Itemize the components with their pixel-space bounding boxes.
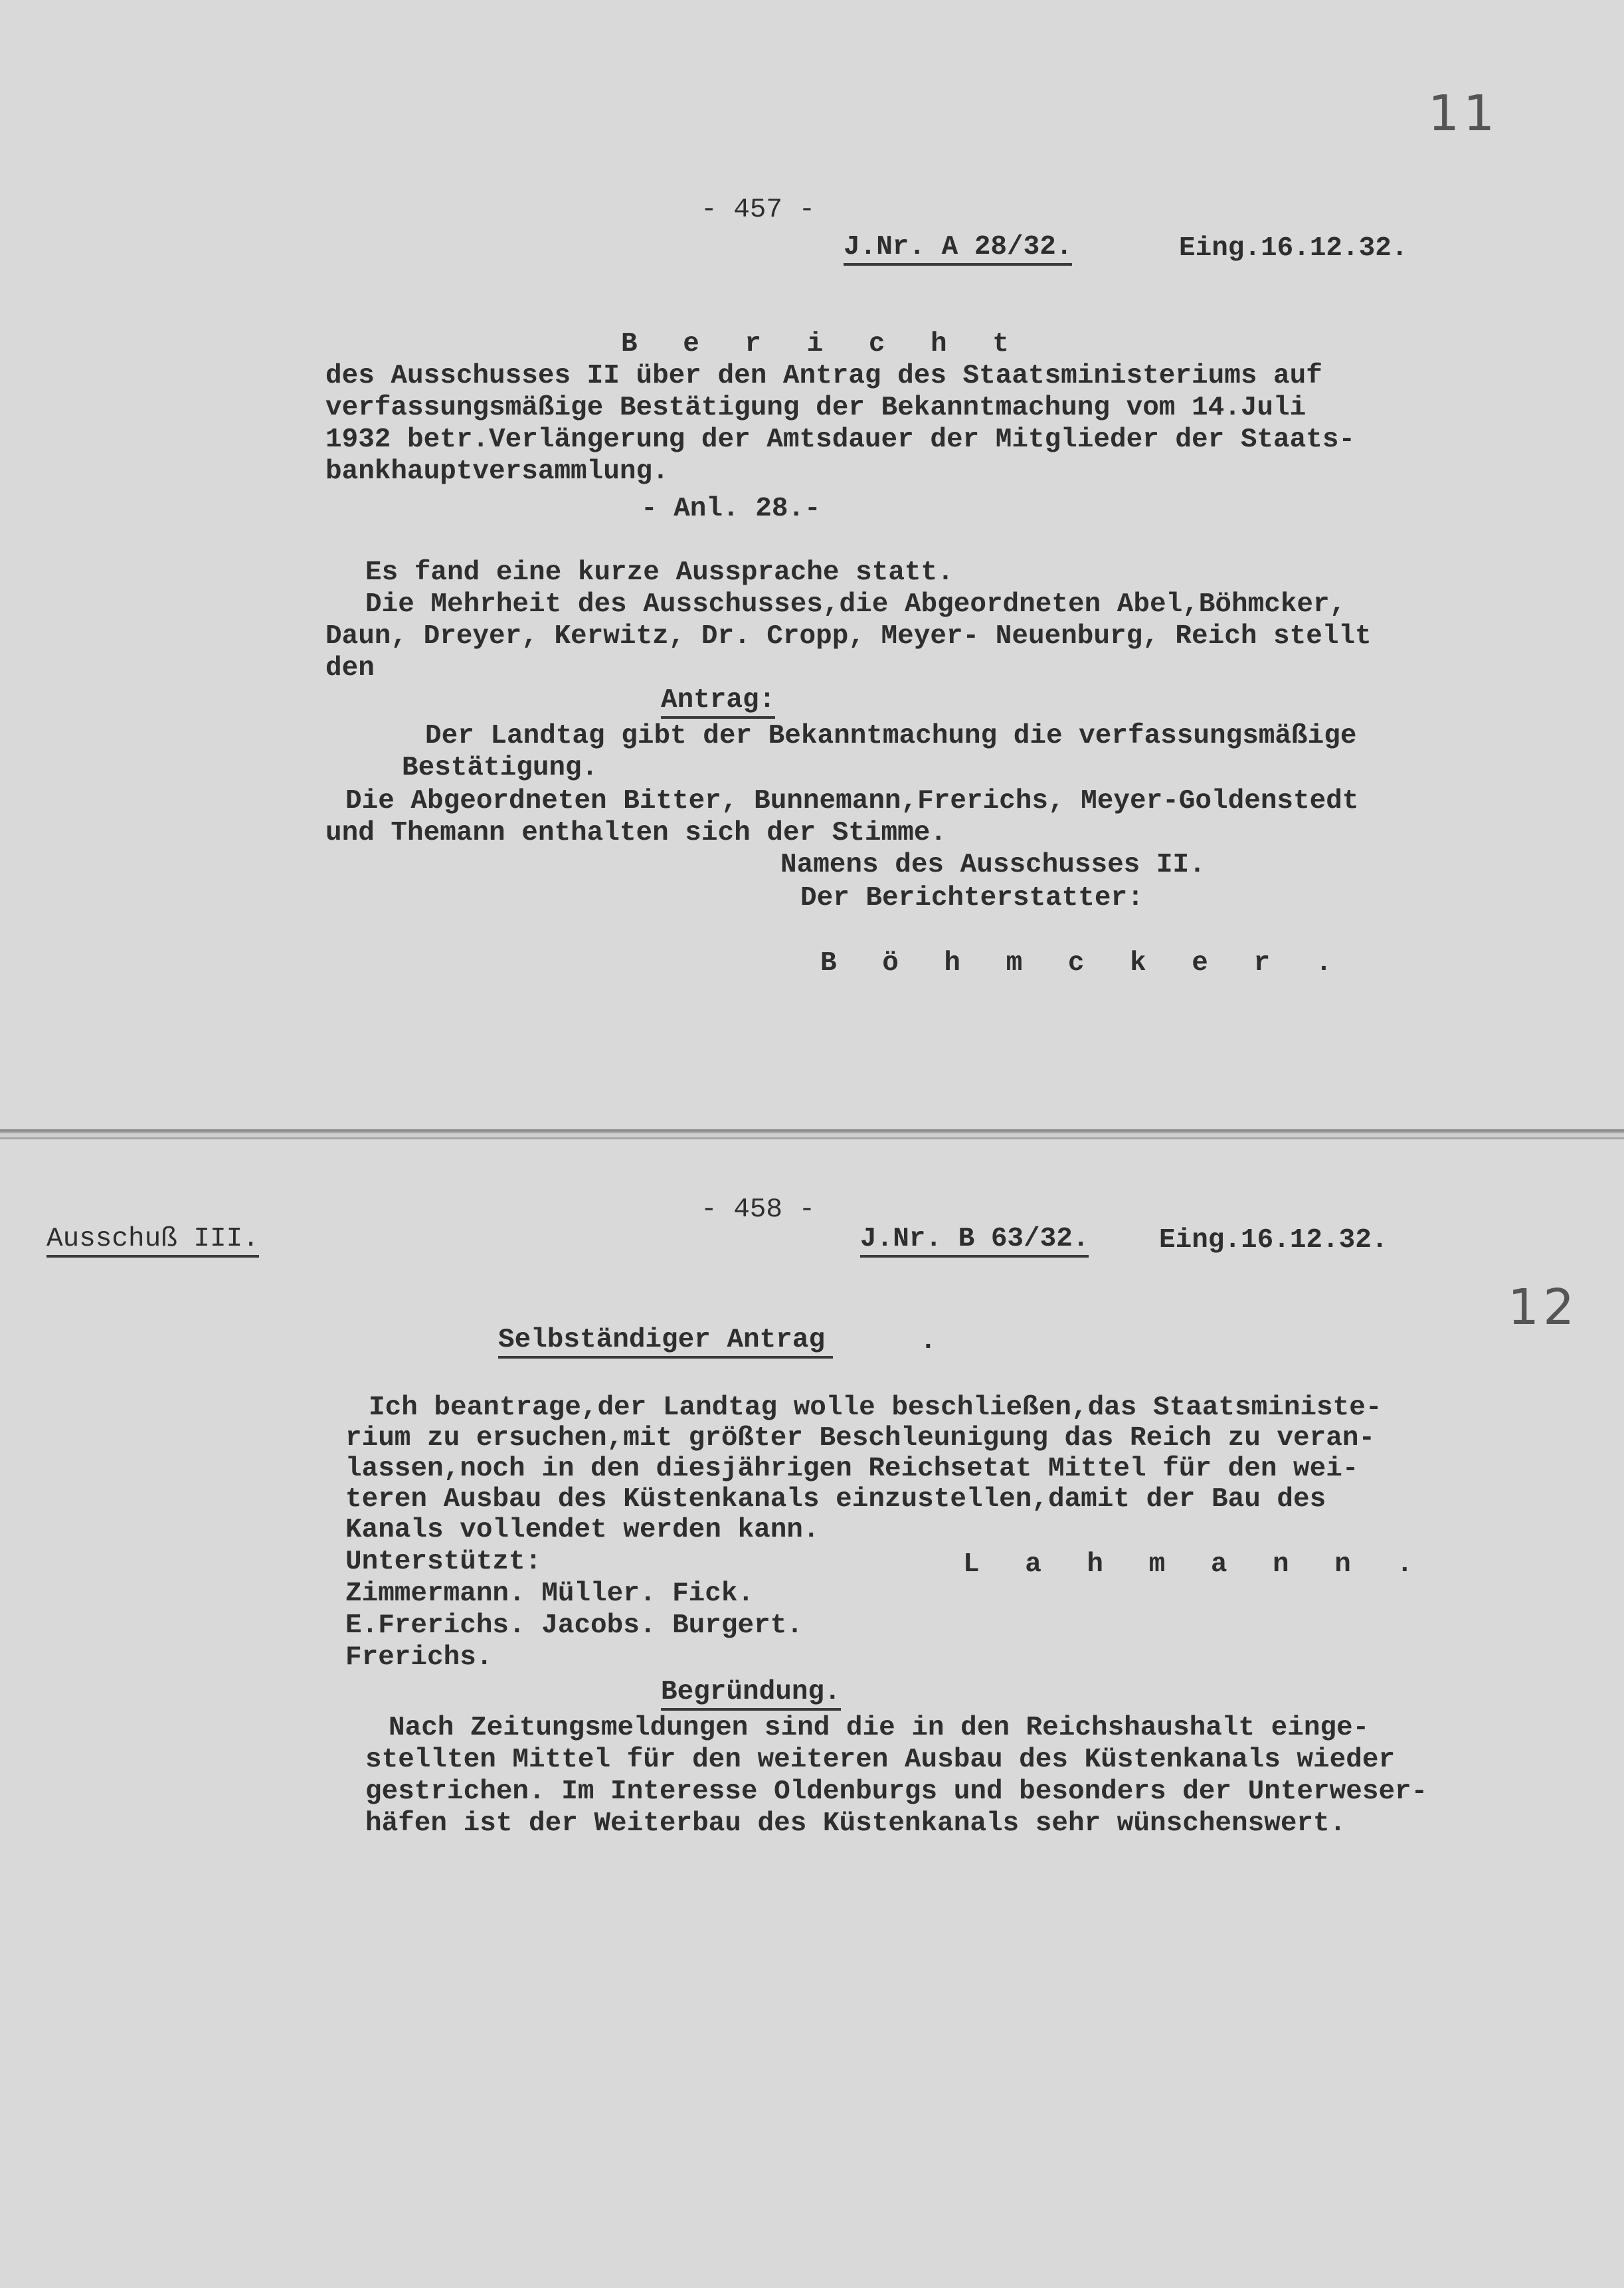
page-number: - 458 - [701,1194,816,1225]
sheet-edge [0,1129,1624,1133]
motion-heading: Antrag: [661,686,775,719]
body-line: rium zu ersuchen,mit größter Beschleunigung das Reich zu veran- [345,1423,1376,1454]
report-title: B e r i c h t [621,329,1024,359]
received-date: Eing.16.12.32. [1159,1225,1388,1256]
reasoning-line: häfen ist der Weiterbau des Küstenkanals sehr wünschenswert. [365,1808,1346,1839]
attachment-reference: - Anl. 28.- [641,494,821,524]
body-line: Es fand eine kurze Aussprache statt. [365,557,954,588]
applicant-name: L a h m a n n . [963,1549,1428,1580]
motion-title: Selbständiger Antrag [498,1325,833,1359]
document-page-457 [0,0,1624,1132]
body-line: teren Ausbau des Küstenkanals einzustellen,damit der Bau des [345,1484,1326,1515]
subject-line: 1932 betr.Verlängerung der Amtsdauer der Mitglieder der Staats- [325,425,1356,455]
reasoning-line: Nach Zeitungsmeldungen sind die in den Reichshaushalt einge- [389,1713,1370,1743]
reasoning-heading: Begründung. [661,1677,841,1711]
subject-line: verfassungsmäßige Bestätigung der Bekanntmachung vom 14.Juli [325,393,1307,423]
motion-line: Der Landtag gibt der Bekanntmachung die verfassungsmäßige [425,721,1357,751]
rapporteur-name: B ö h m c k e r . [820,948,1347,979]
supporter-line: Frerichs. [345,1642,493,1673]
motion-line: Bestätigung. [402,753,598,783]
subject-line: des Ausschusses II über den Antrag des Staatsministeriums auf [325,361,1322,391]
page-number: - 457 - [701,195,816,225]
abstention-line: Die Abgeordneten Bitter, Bunnemann,Frerichs, Meyer-Goldenstedt [345,786,1359,816]
body-line: Daun, Dreyer, Kerwitz, Dr. Cropp, Meyer- Neuenburg, Reich stellt [325,621,1372,652]
body-line: den [325,653,375,684]
received-date: Eing.16.12.32. [1179,233,1408,264]
reasoning-line: stellten Mittel für den weiteren Ausbau des Küstenkanals wieder [365,1745,1396,1775]
document-page-458 [0,1137,1624,2288]
supporter-line: Zimmermann. Müller. Fick. [345,1578,755,1609]
on-behalf-line: Namens des Ausschusses II. [780,850,1206,880]
body-line: Ich beantrage,der Landtag wolle beschließen,das Staatsministe- [369,1392,1382,1423]
rapporteur-label: Der Berichterstatter: [800,883,1144,913]
subject-line: bankhauptversammlung. [325,456,669,487]
journal-number: J.Nr. B 63/32. [860,1224,1089,1258]
motion-title-period: . [920,1326,937,1357]
folio-number: 12 [1508,1279,1579,1336]
body-line: Kanals vollendet werden kann. [345,1515,820,1545]
reasoning-line: gestrichen. Im Interesse Oldenburgs und besonders der Unterweser- [365,1776,1428,1807]
supporter-line: E.Frerichs. Jacobs. Burgert. [345,1610,803,1641]
supported-label: Unterstützt: [345,1547,542,1577]
body-line: lassen,noch in den diesjährigen Reichsetat Mittel für den wei- [345,1454,1359,1484]
committee-label: Ausschuß III. [46,1224,259,1258]
body-line: Die Mehrheit des Ausschusses,die Abgeordneten Abel,Böhmcker, [365,589,1346,620]
abstention-line: und Themann enthalten sich der Stimme. [325,818,947,848]
journal-number: J.Nr. A 28/32. [844,233,1072,266]
folio-number: 11 [1428,85,1499,142]
